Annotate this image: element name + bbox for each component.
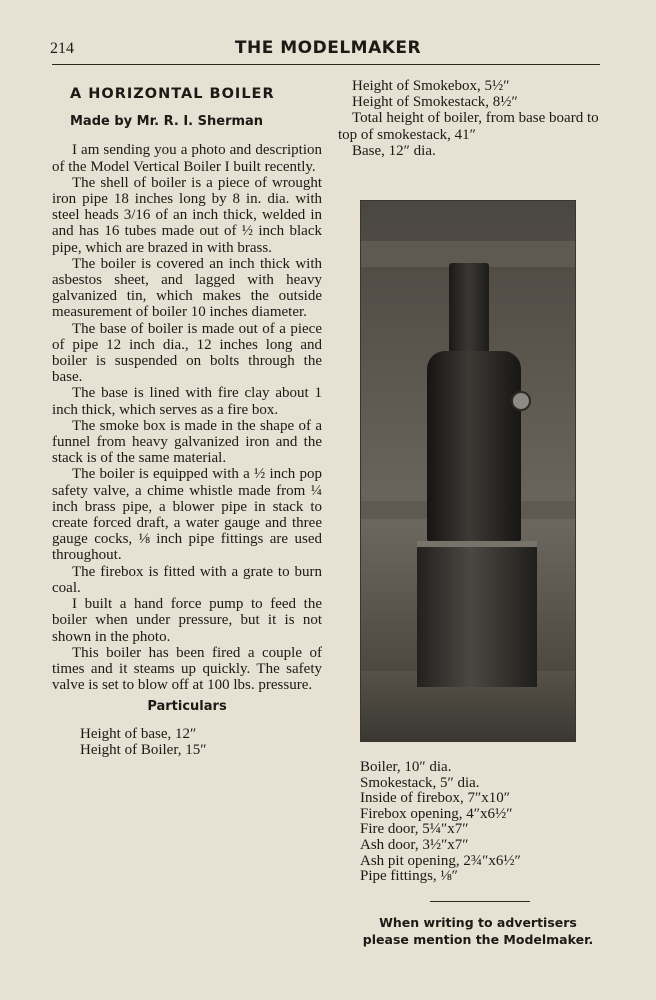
particulars-list-left [52, 726, 322, 758]
article-title: A HORIZONTAL BOILER [70, 86, 275, 102]
photo-boiler-base [417, 541, 537, 687]
list-item: Firebox opening, 4″x6½″ [360, 805, 513, 822]
paragraph: I built a hand force pump to feed the boiler when under pressure, but it is not shown in the photo. [52, 596, 322, 645]
list-item: Smokestack, 5″ dia. [360, 774, 480, 791]
list-item: Height of Smokestack, 8½″ [352, 94, 518, 111]
list-item: Height of Smokebox, 5½″ [352, 78, 510, 94]
left-column [52, 82, 322, 758]
header-rule [52, 64, 600, 65]
advertiser-notice [340, 914, 616, 948]
running-title: THE MODELMAKER [234, 38, 422, 58]
right-column [338, 78, 600, 159]
paragraph: I am sending you a photo and description of the Model Vertical Boiler I built recently. [52, 142, 322, 175]
article-byline: Made by Mr. R. I. Sherman [70, 114, 264, 130]
list-item: Total height of boiler, from base board to top of smokestack, 41″ [338, 110, 599, 143]
photo-pressure-gauge [511, 391, 531, 411]
list-item: Base, 12″ dia. [352, 142, 436, 159]
photo-boiler-shell [427, 351, 521, 541]
paragraph: This boiler has been fired a couple of times and it steams up quickly. The safety valve is set to blow off at 100 lbs. pressure. [52, 644, 322, 694]
list-item: Ash pit opening, 2¾″x6½″ [360, 852, 521, 869]
paragraph: The smoke box is made in the shape of a funnel from heavy galvanized iron and the stack is of the same material. [52, 417, 322, 467]
particulars-list-right-bottom [360, 760, 610, 885]
paragraph: The boiler is covered an inch thick with asbestos sheet, and lagged with heavy galvanized tin, which makes the outside measurement of boiler 10 inches diameter. [52, 255, 322, 321]
paragraph: The base of boiler is made out of a piece of pipe 12 inch dia., 12 inches long and boiler is suspended on bolts through the base. [52, 320, 322, 386]
paragraph: The firebox is fitted with a grate to burn coal. [52, 563, 322, 596]
particulars-list-right-top [338, 78, 600, 159]
particulars-heading: Particulars [147, 699, 227, 715]
list-item: Boiler, 10″ dia. [360, 759, 452, 775]
paragraph: The base is lined with fire clay about 1 inch thick, which serves as a fire box. [52, 385, 322, 418]
list-item: Ash door, 3½″x7″ [360, 836, 469, 853]
boiler-photo [360, 200, 576, 742]
paragraph: The shell of boiler is a piece of wrought iron pipe 18 inches long by 8 in. dia. with steel heads 3/16 of an inch thick, welded in and has 16 tubes made out of ½ inch black pipe, which are brazed in with brass. [52, 174, 322, 256]
notice-rule [430, 901, 530, 902]
paragraph: The boiler is equipped with a ½ inch pop safety valve, a chime whistle made from ¼ inch brass pipe, a blower pipe in stack to create forced draft, a water gauge and three gauge cocks, ⅛ inch pipe fittings are used throughout. [52, 466, 322, 564]
notice-line: When writing to advertisers [379, 915, 577, 930]
list-item: Inside of firebox, 7″x10″ [360, 790, 510, 807]
page-number: 214 [50, 40, 74, 57]
list-item: Pipe fittings, ⅛″ [360, 868, 458, 885]
list-item: Height of base, 12″ [80, 725, 197, 742]
list-item: Height of Boiler, 15″ [80, 741, 207, 758]
notice-line: please mention the Modelmaker. [362, 932, 594, 947]
list-item: Fire door, 5¼″x7″ [360, 821, 469, 838]
